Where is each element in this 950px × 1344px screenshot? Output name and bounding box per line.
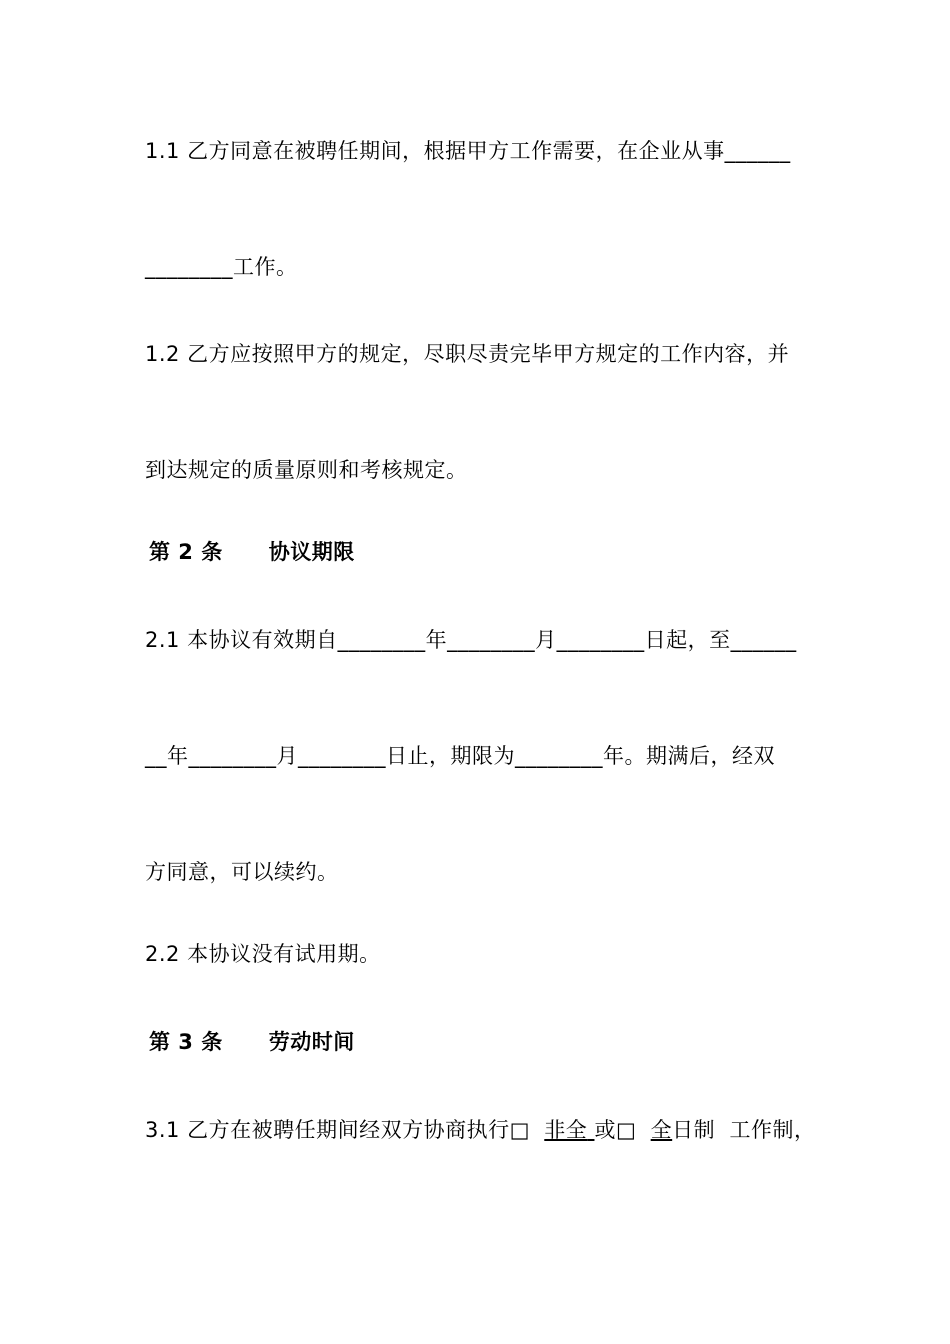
clause-1-2-line-2: 到达规定的质量原则和考核规定。 (145, 458, 468, 482)
clause-1-1-line-1: 1.1 乙方同意在被聘任期间，根据甲方工作需要，在企业从事______ (145, 139, 791, 163)
clause-2-1-line-1: 2.1 本协议有效期自________年________月________日起，至______ (145, 628, 797, 652)
clause-1-1-line-2: ________工作。 (145, 255, 298, 279)
checkbox-part-time[interactable]: □ (509, 1118, 530, 1142)
clause-3-1-prefix: 3.1 乙方在被聘任期间经双方协商执行 (145, 1118, 510, 1142)
clause-1-2-line-1: 1.2 乙方应按照甲方的规定，尽职尽责完毕甲方规定的工作内容，并 (145, 342, 790, 366)
article-3-number: 第 3 条 (149, 1030, 223, 1054)
article-2-title: 协议期限 (268, 540, 355, 564)
article-3-heading (149, 1028, 355, 1056)
option-full-time-rest: 日制 (672, 1118, 716, 1142)
clause-2-1-line-3: 方同意，可以续约。 (145, 860, 339, 884)
clause-2-1-line-2: __年________月________日止，期限为________年。期满后，经双 (145, 744, 775, 768)
checkbox-full-time[interactable]: □ (615, 1118, 637, 1142)
connector-or: 或 (594, 1118, 616, 1142)
article-2-heading (149, 538, 355, 566)
article-2-number: 第 2 条 (149, 540, 223, 564)
option-part-time: 非全 (544, 1118, 588, 1142)
clause-2-2-line-1: 2.2 本协议没有试用期。 (145, 942, 381, 966)
clause-3-1-line-1 (145, 1116, 816, 1144)
option-full-time-underlined: 全 (650, 1118, 673, 1142)
clause-3-1-suffix: 工作制， (729, 1118, 816, 1142)
article-3-title: 劳动时间 (268, 1030, 355, 1054)
